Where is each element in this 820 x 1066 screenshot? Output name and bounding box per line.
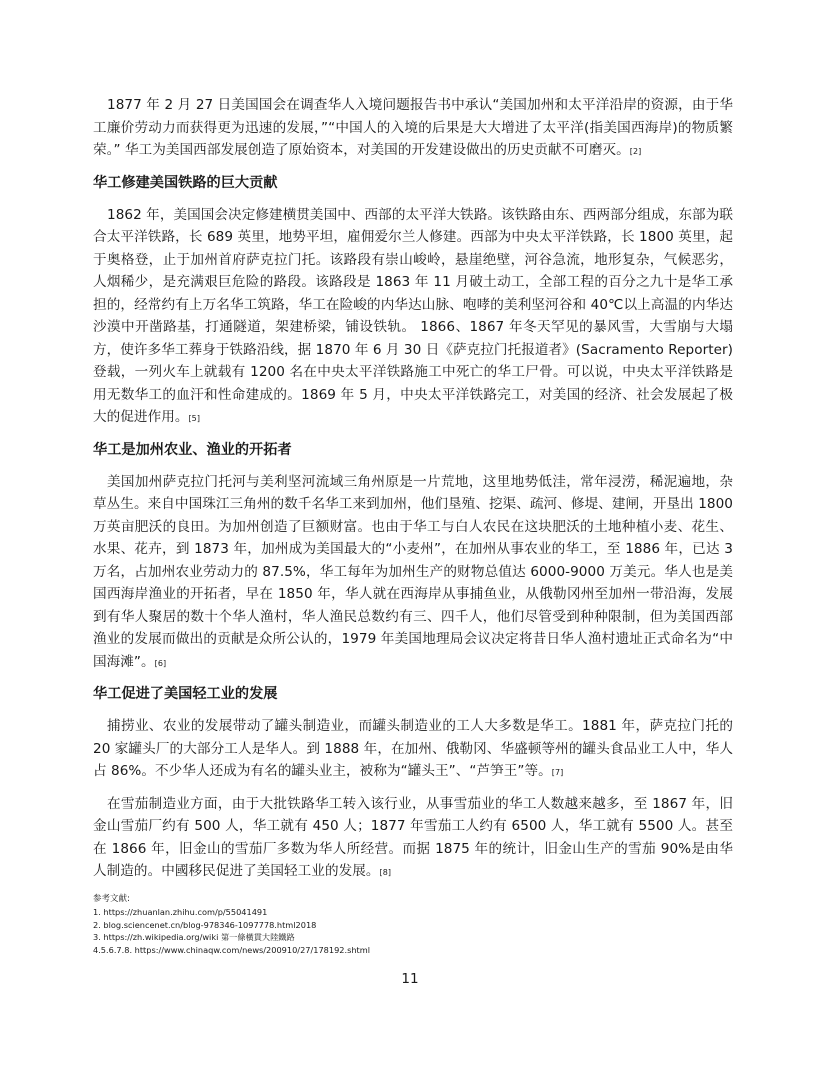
reference-item: 3. https://zh.wikipedia.org/wiki 第一條橫貫大陸鐵路 (93, 932, 295, 943)
paragraph-agriculture: 美国加州萨克拉门托河与美利坚河流域三角州原是一片荒地，这里地势低洼，常年浸涝，稀泥遍地，杂草丛生。来自中国珠江三角州的数千名华工来到加州，他们垦殖、挖渠、疏河、修堤、建闸，开垦出 1800 万英亩肥沃的良田。为加州创造了巨额财富。也由于华工与白人农民在这块肥沃的土地种植小麦、花生、水果、花卉，到 1873 年，加州成为美国最大的“小麦州”，在加州从事农业的华工，至 1886 年，已达 3 万名，占加州农业劳动力的 87.5%，华工每年为加州生产的财物总值达 6000-9000 万美元。华人也是美国西海岸渔业的开拓者，早在 1850 年，华人就在西海岸从事捕鱼业，从俄勒冈州至加州一带沿海，发展到有华人聚居的数十个华人渔村，华人渔民总数约有三、四千人，他们尽管受到种种限制，但为美国西部渔业的发展而做出的贡献是众所公认的，1979 年美国地理局会议决定将昔日华人渔村遗址正式命名为“中国海滩”。[6] (93, 473, 733, 670)
citation-5: [5] (188, 414, 200, 423)
page-number: 11 (401, 971, 419, 987)
heading-industry: 华工促进了美国轻工业的发展 (93, 686, 278, 702)
citation-7: [7] (551, 768, 564, 777)
reference-item: 4.5.6.7.8. https://www.chinaqw.com/news/200910/27/178192.shtml (93, 944, 371, 955)
paragraph-railway: 1862 年，美国国会决定修建横贯美国中、西部的太平洋大铁路。该铁路由东、西两部分组成，东部为联合太平洋铁路，长 689 英里，地势平坦，雇佣爱尔兰人修建。西部为中央太平洋铁路，长 1800 英里，起于奥格登，止于加州首府萨克拉门托。该路段有崇山峻岭，悬崖绝壁，河谷急流，地形复杂，气候恶劣，人烟稀少，是充满艰巨危险的路段。该路段是 1863 年 11 月破土动工，全部工程的百分之九十是华工承担的，经常约有上万名华工筑路，华工在险峻的内华达山脉、咆哮的美利坚河谷和 40℃以上高温的内华达沙漠中开凿路基，打通隧道，架建桥梁，铺设铁轨。 1866、1867 年冬天罕见的暴风雪，大雪崩与大塌方，使许多华工葬身于铁路沿线，据 1870 年 6 月 30 日《萨克拉门托报道者》(Sacramento Reporter)登载，一列火车上就载有 1200 名在中央太平洋铁路施工中死亡的华工尸骨。可以说，中央太平洋铁路是用无数华工的血汗和性命建成的。1869 年 5 月，中央太平洋铁路完工，对美国的经济、社会发展起了极大的促进作用。[5] (93, 206, 734, 425)
heading-agriculture: 华工是加州农业、渔业的开拓者 (93, 441, 292, 458)
citation-8: [8] (379, 868, 392, 877)
paragraph-cigar: 在雪茄制造业方面，由于大批铁路华工转入该行业，从事雪茄业的华工人数越来越多，至 1867 年，旧金山雪茄厂约有 500 人，华工就有 450 人；1877 年雪茄工人约有 6500 人，华工就有 5500 人。甚至在 1866 年，旧金山的雪茄厂多数为华人所经营。而据 1875 年的统计，旧金山生产的雪茄 90%是由华人制造的。中國移民促进了美国轻工业的发展。[8] (93, 795, 733, 879)
reference-item: 1. https://zhuanlan.zhihu.com/p/55041491 (93, 907, 268, 917)
references (93, 893, 733, 957)
references-title: 参考文献: (93, 893, 130, 904)
reference-item: 2. blog.sciencenet.cn/blog-978346-1097778.html2018 (93, 919, 317, 930)
citation-2: [2] (629, 147, 642, 156)
citation-6: [6] (154, 658, 167, 668)
heading-railway: 华工修建美国铁路的巨大贡献 (93, 174, 278, 191)
document-page (93, 94, 733, 956)
paragraph-canning: 捕捞业、农业的发展带动了罐头制造业，而罐头制造业的工人大多数是华工。1881 年，萨克拉门托的 20 家罐头厂的大部分工人是华人。到 1888 年，在加州、俄勒冈、华盛顿等州的罐头食品业工人中，华人占 86%。不少华人还成为有名的罐头业主，被称为“罐头王”、“芦笋王”等。[7] (93, 718, 733, 779)
paragraph-intro: 1877 年 2 月 27 日美国国会在调查华人入境问题报告书中承认“美国加州和太平洋沿岸的资源，由于华工廉价劳动力而获得更为迅速的发展，”“中国人的入境的后果是大大增进了太平洋(指美国西海岸)的物质繁荣。” 华工为美国西部发展创造了原始资本，对美国的开发建设做出的历史贡献不可磨灭。[2] (93, 97, 733, 158)
